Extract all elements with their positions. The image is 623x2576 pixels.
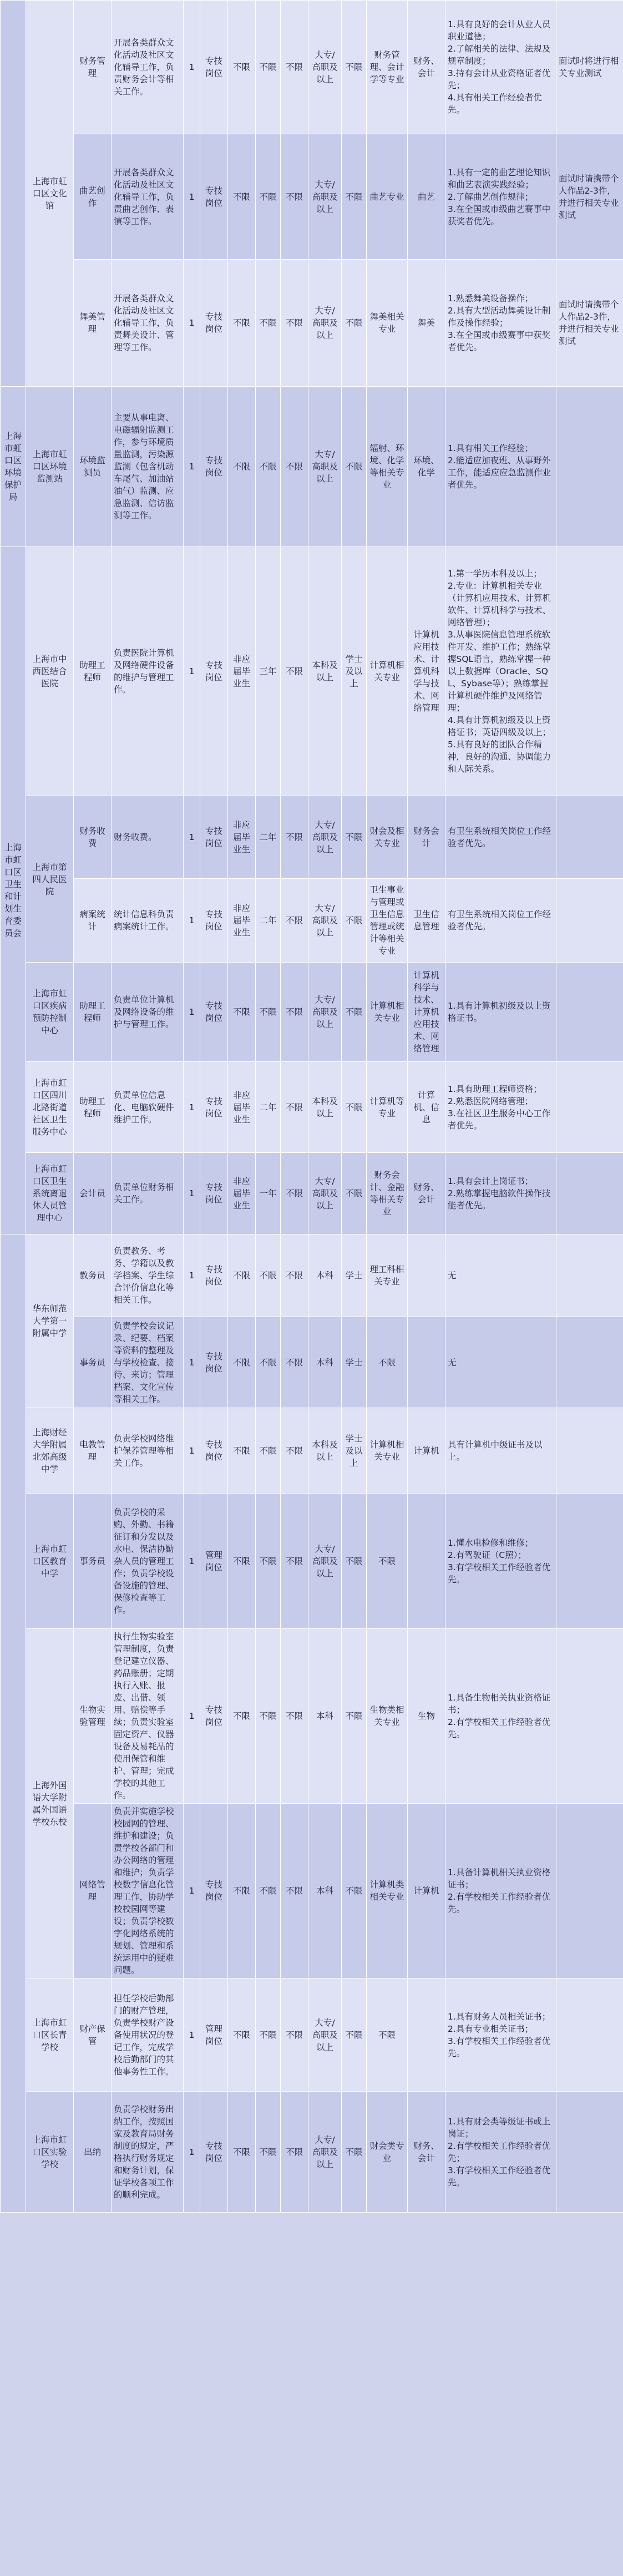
- unit-cell: 上海市虹口区卫生系统离退休人员管理中心: [26, 1153, 74, 1234]
- position-cell: 财产保管: [74, 1978, 112, 2092]
- graduate-restrict-cell: 不限: [228, 1408, 256, 1494]
- note-cell: 面试时请携带个人作品2-3件，并进行相关专业测试: [556, 134, 623, 260]
- department-cell: 上海市虹口区卫生和计划生育委员会: [1, 547, 26, 1234]
- graduate-restrict-cell: 不限: [228, 134, 256, 260]
- major-detail-cell: [408, 1317, 445, 1408]
- unit-cell: 上海市虹口区实验学校: [26, 2092, 74, 2213]
- note-cell: [556, 2092, 623, 2213]
- post-type-cell: 专技岗位: [200, 796, 228, 879]
- unit-cell: 上海市虹口区长青学校: [26, 1978, 74, 2092]
- work-years-cell: 不限: [256, 1234, 281, 1317]
- graduate-restrict-cell: 不限: [228, 1494, 256, 1629]
- major-detail-cell: 计算机科学与技术、计算机应用技术、网络管理: [408, 963, 445, 1062]
- note-cell: [556, 1153, 623, 1234]
- work-years-cell: 不限: [256, 1804, 281, 1978]
- education-cell: 本科及以上: [308, 1408, 342, 1494]
- table-row: [1, 1062, 623, 1153]
- requirements-cell: 1.具有助理工程师资格； 2.熟悉医院网络管理； 3.在社区卫生服务中心工作者优先。: [445, 1062, 556, 1153]
- duty-cell: 负责学校会议记录、纪要、档案等资料的整理及与学校检查、接待、来访；管理档案、文化宣传等相关工作。: [112, 1317, 184, 1408]
- major-cell: 不限: [367, 1978, 408, 2092]
- table-row: [1, 387, 623, 547]
- social-cell: 不限: [281, 1234, 308, 1317]
- position-cell: 网络管理: [74, 1804, 112, 1978]
- work-years-cell: 不限: [256, 387, 281, 547]
- education-cell: 大专/高职及以上: [308, 1978, 342, 2092]
- major-cell: 财务会计、金融等相关专业: [367, 1153, 408, 1234]
- table-row: [1, 796, 623, 879]
- duty-cell: 负责单位计算机及网络设备的维护与管理工作。: [112, 963, 184, 1062]
- major-cell: 计算机类相关专业: [367, 1804, 408, 1978]
- count-cell: 1: [184, 1317, 200, 1408]
- count-cell: 1: [184, 2092, 200, 2213]
- post-type-cell: 专技岗位: [200, 1629, 228, 1804]
- table-row: [1, 1, 623, 134]
- social-cell: 不限: [281, 796, 308, 879]
- post-type-cell: 专技岗位: [200, 1317, 228, 1408]
- requirements-cell: 有卫生系统相关岗位工作经验者优先。: [445, 796, 556, 879]
- work-years-cell: 不限: [256, 134, 281, 260]
- count-cell: 1: [184, 1062, 200, 1153]
- graduate-restrict-cell: 不限: [228, 1804, 256, 1978]
- position-cell: 出纳: [74, 2092, 112, 2213]
- major-cell: 卫生事业与管理或卫生信息管理或统计等相关专业: [367, 879, 408, 963]
- social-cell: 不限: [281, 1804, 308, 1978]
- position-cell: 会计员: [74, 1153, 112, 1234]
- count-cell: 1: [184, 1153, 200, 1234]
- unit-cell: 上海市中西医结合医院: [26, 547, 74, 796]
- duty-cell: 担任学校后勤部门的财产管理，负责学校财产设备使用状况的登记工作，完成学校后勤部门的其他事务性工作。: [112, 1978, 184, 2092]
- position-cell: 生物实验管理: [74, 1629, 112, 1804]
- graduate-restrict-cell: 不限: [228, 1, 256, 134]
- note-cell: [556, 963, 623, 1062]
- social-cell: 不限: [281, 1, 308, 134]
- position-cell: 舞美管理: [74, 260, 112, 387]
- social-cell: 不限: [281, 260, 308, 387]
- note-cell: 面试时请携带个人作品2-3件，并进行相关专业测试: [556, 260, 623, 387]
- note-cell: [556, 1234, 623, 1317]
- unit-cell: 上海市虹口区环境监测站: [26, 387, 74, 547]
- major-detail-cell: 财务、会计: [408, 1153, 445, 1234]
- unit-cell: 华东师范大学第一附属中学: [26, 1234, 74, 1408]
- social-cell: 不限: [281, 387, 308, 547]
- graduate-restrict-cell: 不限: [228, 260, 256, 387]
- major-detail-cell: [408, 1494, 445, 1629]
- position-cell: 电教管理: [74, 1408, 112, 1494]
- unit-cell: 上海市虹口区疾病预防控制中心: [26, 963, 74, 1062]
- major-cell: 舞美相关专业: [367, 260, 408, 387]
- work-years-cell: 不限: [256, 1408, 281, 1494]
- graduate-restrict-cell: 非应届毕业生: [228, 796, 256, 879]
- duty-cell: 主要从事电离、电磁辐射监测工作，参与环境质量监测，污染源监测（包含机动车尾气、加油站油气）监测、应急监测、信访监测等工作。: [112, 387, 184, 547]
- table-row: [1, 1978, 623, 2092]
- work-years-cell: 不限: [256, 1317, 281, 1408]
- count-cell: 1: [184, 1494, 200, 1629]
- major-cell: 理工科相关专业: [367, 1234, 408, 1317]
- education-cell: 大专/高职及以上: [308, 2092, 342, 2213]
- note-cell: [556, 1804, 623, 1978]
- post-type-cell: 专技岗位: [200, 1, 228, 134]
- degree-cell: 不限: [342, 134, 367, 260]
- requirements-cell: 1.具有会计上岗证书； 2.熟练掌握电脑软件操作技能者优先。: [445, 1153, 556, 1234]
- note-cell: [556, 1978, 623, 2092]
- note-cell: [556, 547, 623, 796]
- degree-cell: 不限: [342, 2092, 367, 2213]
- duty-cell: 负责教务、考务、学籍以及教学档案、学生综合评价信息化等相关工作。: [112, 1234, 184, 1317]
- degree-cell: 不限: [342, 879, 367, 963]
- table-row: [1, 547, 623, 796]
- education-cell: 本科: [308, 1629, 342, 1804]
- duty-cell: 财务收费。: [112, 796, 184, 879]
- major-cell: 不限: [367, 1494, 408, 1629]
- table-row: [1, 2092, 623, 2213]
- count-cell: 1: [184, 134, 200, 260]
- table-row: [1, 134, 623, 260]
- social-cell: 不限: [281, 963, 308, 1062]
- education-cell: 本科及以上: [308, 547, 342, 796]
- social-cell: 不限: [281, 879, 308, 963]
- social-cell: 不限: [281, 2092, 308, 2213]
- education-cell: 本科及以上: [308, 1062, 342, 1153]
- major-detail-cell: 计算机应用技术、计算机科学与技术、网络管理: [408, 547, 445, 796]
- table-row: [1, 879, 623, 963]
- post-type-cell: 专技岗位: [200, 547, 228, 796]
- education-cell: 大专/高职及以上: [308, 260, 342, 387]
- table-row: [1, 1234, 623, 1317]
- duty-cell: 负责单位信息化、电脑软硬件维护工作。: [112, 1062, 184, 1153]
- post-type-cell: 专技岗位: [200, 260, 228, 387]
- major-cell: 计算机相关专业: [367, 1408, 408, 1494]
- degree-cell: 学士及以上: [342, 547, 367, 796]
- degree-cell: 不限: [342, 963, 367, 1062]
- social-cell: 不限: [281, 1317, 308, 1408]
- requirements-cell: 1.具有一定的曲艺理论知识和曲艺表演实践经验； 2.了解曲艺创作规律； 3.在全国或市级曲艺赛事中获奖者优先。: [445, 134, 556, 260]
- degree-cell: 学士及以上: [342, 1408, 367, 1494]
- graduate-restrict-cell: 不限: [228, 1317, 256, 1408]
- requirements-cell: 1.具有财务人员相关证书； 2.具有专业相关证书； 3.有学校相关工作经验者优先。: [445, 1978, 556, 2092]
- requirements-cell: 1.具有计算机初级及以上资格证书。: [445, 963, 556, 1062]
- requirements-cell: 1.具有良好的会计从业人员职业道德； 2.了解相关的法律、法规及规章制度； 3.持有会计从业资格证者优先； 4.具有相关工作经验者优先。: [445, 1, 556, 134]
- major-cell: 不限: [367, 1317, 408, 1408]
- position-cell: 助理工程师: [74, 1062, 112, 1153]
- duty-cell: 负责单位财务相关工作。: [112, 1153, 184, 1234]
- work-years-cell: 不限: [256, 1629, 281, 1804]
- major-detail-cell: 舞美: [408, 260, 445, 387]
- graduate-restrict-cell: 非应届毕业生: [228, 547, 256, 796]
- education-cell: 本科: [308, 1317, 342, 1408]
- department-cell: [1, 1234, 26, 2213]
- degree-cell: 不限: [342, 796, 367, 879]
- count-cell: 1: [184, 963, 200, 1062]
- major-cell: 财会类专业: [367, 2092, 408, 2213]
- social-cell: 不限: [281, 134, 308, 260]
- major-detail-cell: 计算机: [408, 1804, 445, 1978]
- position-cell: 教务员: [74, 1234, 112, 1317]
- post-type-cell: 管理岗位: [200, 1978, 228, 2092]
- note-cell: [556, 1629, 623, 1804]
- note-cell: [556, 1494, 623, 1629]
- duty-cell: 负责学校的采购、外勤、书籍征订和分发以及水电、保洁协勤杂人员的管理工作；负责学校设备设施的管理、保修检查等工作。: [112, 1494, 184, 1629]
- count-cell: 1: [184, 796, 200, 879]
- major-detail-cell: 卫生信息管理: [408, 879, 445, 963]
- duty-cell: 负责学校财务出纳工作，按照国家及教育局财务制度的规定，严格执行财务规定和财务计划，保证学校各项工作的顺利完成。: [112, 2092, 184, 2213]
- position-cell: 财务管理: [74, 1, 112, 134]
- social-cell: 不限: [281, 1629, 308, 1804]
- table-row: [1, 260, 623, 387]
- major-detail-cell: 财务会计: [408, 796, 445, 879]
- requirements-cell: 1.具备生物相关执业资格证书； 2.有学校相关工作经验者优先。: [445, 1629, 556, 1804]
- degree-cell: 不限: [342, 260, 367, 387]
- major-detail-cell: 环境、化学: [408, 387, 445, 547]
- requirements-cell: 1.具有相关工作经验； 2.能适应加夜班、从事野外工作，能适应应急监测作业者优先。: [445, 387, 556, 547]
- major-cell: 财务管理、会计学等专业: [367, 1, 408, 134]
- requirements-cell: 1.具备计算机相关执业资格证书； 2.有学校相关工作经验者优先。: [445, 1804, 556, 1978]
- degree-cell: 学士: [342, 1317, 367, 1408]
- education-cell: 本科: [308, 1234, 342, 1317]
- work-years-cell: 一年: [256, 1153, 281, 1234]
- count-cell: 1: [184, 1978, 200, 2092]
- major-detail-cell: [408, 1978, 445, 2092]
- major-cell: 生物类相关专业: [367, 1629, 408, 1804]
- count-cell: 1: [184, 547, 200, 796]
- position-cell: 助理工程师: [74, 547, 112, 796]
- graduate-restrict-cell: 非应届毕业生: [228, 1153, 256, 1234]
- table-row: [1, 1317, 623, 1408]
- duty-cell: 统计信息科负责病案统计工作。: [112, 879, 184, 963]
- post-type-cell: 专技岗位: [200, 1408, 228, 1494]
- unit-cell: 上海市虹口区教育中学: [26, 1494, 74, 1629]
- requirements-cell: 无: [445, 1234, 556, 1317]
- position-cell: 事务员: [74, 1494, 112, 1629]
- degree-cell: 不限: [342, 1153, 367, 1234]
- requirements-cell: 无: [445, 1317, 556, 1408]
- work-years-cell: 不限: [256, 1494, 281, 1629]
- major-detail-cell: 生物: [408, 1629, 445, 1804]
- major-cell: 计算机相关专业: [367, 547, 408, 796]
- graduate-restrict-cell: 不限: [228, 2092, 256, 2213]
- note-cell: [556, 796, 623, 879]
- table-row: [1, 1494, 623, 1629]
- note-cell: [556, 1317, 623, 1408]
- post-type-cell: 专技岗位: [200, 134, 228, 260]
- education-cell: 本科: [308, 1804, 342, 1978]
- post-type-cell: 专技岗位: [200, 2092, 228, 2213]
- major-cell: 财会及相关专业: [367, 796, 408, 879]
- requirements-cell: 有卫生系统相关岗位工作经验者优先。: [445, 879, 556, 963]
- position-cell: 曲艺创作: [74, 134, 112, 260]
- post-type-cell: 专技岗位: [200, 1804, 228, 1978]
- note-cell: [556, 879, 623, 963]
- major-detail-cell: [408, 1234, 445, 1317]
- major-cell: 辐射、环境、化学等相关专业: [367, 387, 408, 547]
- unit-cell: 上海市第四人民医院: [26, 796, 74, 963]
- education-cell: 大专/高职及以上: [308, 796, 342, 879]
- education-cell: 大专/高职及以上: [308, 879, 342, 963]
- requirements-cell: 1.熟悉舞美设备操作； 2.具有大型活动舞美设计制作及操作经验； 3.在全国或市级赛事中获奖者优先。: [445, 260, 556, 387]
- post-type-cell: 专技岗位: [200, 1062, 228, 1153]
- note-cell: [556, 387, 623, 547]
- major-detail-cell: 财务、会计: [408, 1, 445, 134]
- post-type-cell: 管理岗位: [200, 1494, 228, 1629]
- duty-cell: 负责并实施学校校园网的管理、维护和建设；负责学校各部门和办公网络的管理和维护；负责学校数字信息化管理工作，协助学校校园网等建设；负责学校数字化网络系统的规划、管理和系统运用中的疑难问题。: [112, 1804, 184, 1978]
- major-detail-cell: 计算机、信息: [408, 1062, 445, 1153]
- count-cell: 1: [184, 260, 200, 387]
- work-years-cell: 不限: [256, 963, 281, 1062]
- degree-cell: 不限: [342, 1062, 367, 1153]
- duty-cell: 负责医院计算机及网络硬件设备的维护与管理工作。: [112, 547, 184, 796]
- degree-cell: 不限: [342, 387, 367, 547]
- count-cell: 1: [184, 1, 200, 134]
- major-cell: 计算机等专业: [367, 1062, 408, 1153]
- major-cell: 计算机相关专业: [367, 963, 408, 1062]
- education-cell: 大专/高职及以上: [308, 387, 342, 547]
- post-type-cell: 专技岗位: [200, 963, 228, 1062]
- count-cell: 1: [184, 1408, 200, 1494]
- note-cell: [556, 1062, 623, 1153]
- post-type-cell: 专技岗位: [200, 1234, 228, 1317]
- degree-cell: 不限: [342, 1629, 367, 1804]
- work-years-cell: 二年: [256, 796, 281, 879]
- table-row: [1, 1153, 623, 1234]
- degree-cell: 不限: [342, 1494, 367, 1629]
- position-cell: 事务员: [74, 1317, 112, 1408]
- graduate-restrict-cell: 非应届毕业生: [228, 1062, 256, 1153]
- table-row: [1, 1408, 623, 1494]
- degree-cell: 不限: [342, 1978, 367, 2092]
- count-cell: 1: [184, 1804, 200, 1978]
- position-cell: 环境监测员: [74, 387, 112, 547]
- duty-cell: 负责学校网络维护保养管理等相关工作。: [112, 1408, 184, 1494]
- work-years-cell: 不限: [256, 1978, 281, 2092]
- education-cell: 大专/高职及以上: [308, 1494, 342, 1629]
- requirements-cell: 1.第一学历本科及以上； 2.专业：计算机相关专业（计算机应用技术、计算机软件、计算机科学与技术、网络管理）； 3.从事医院信息管理系统软件开发、维护工作；熟练掌握SQL语言，熟练掌握一种以上数据库（Oracle、SQL、Sybase等）；熟练掌握计算机硬件维护及网络管理； 4.具有计算机初级及以上资格证书；英语四级及以上； 5.具有良好的团队合作精神，良好的沟通、协调能力和人际关系。: [445, 547, 556, 796]
- table-row: [1, 1804, 623, 1978]
- requirements-cell: 1.懂水电检修和维修； 2.有驾驶证（C照）； 3.有学校相关工作经验者优先。: [445, 1494, 556, 1629]
- social-cell: 不限: [281, 1494, 308, 1629]
- degree-cell: 不限: [342, 1804, 367, 1978]
- department-cell: 上海市虹口区环境保护局: [1, 387, 26, 547]
- unit-cell: 上海市虹口区文化馆: [26, 1, 74, 387]
- duty-cell: 开展各类群众文化活动及社区文化辅导工作，负责财务会计等相关工作。: [112, 1, 184, 134]
- graduate-restrict-cell: 非应届毕业生: [228, 879, 256, 963]
- note-cell: [556, 1408, 623, 1494]
- work-years-cell: 二年: [256, 879, 281, 963]
- social-cell: 不限: [281, 547, 308, 796]
- table-row: [1, 1629, 623, 1804]
- unit-cell: 上海财经大学附属北郊高级中学: [26, 1408, 74, 1494]
- work-years-cell: 二年: [256, 1062, 281, 1153]
- major-detail-cell: 计算机: [408, 1408, 445, 1494]
- education-cell: 大专/高职及以上: [308, 963, 342, 1062]
- count-cell: 1: [184, 879, 200, 963]
- major-cell: 曲艺专业: [367, 134, 408, 260]
- major-detail-cell: 曲艺: [408, 134, 445, 260]
- graduate-restrict-cell: 不限: [228, 1978, 256, 2092]
- position-cell: 病案统计: [74, 879, 112, 963]
- unit-cell: 上海市虹口区四川北路街道社区卫生服务中心: [26, 1062, 74, 1153]
- work-years-cell: 不限: [256, 1, 281, 134]
- graduate-restrict-cell: 不限: [228, 963, 256, 1062]
- post-type-cell: 专技岗位: [200, 879, 228, 963]
- social-cell: 不限: [281, 1062, 308, 1153]
- duty-cell: 开展各类群众文化活动及社区文化辅导工作，负责舞美设计、管理等工作。: [112, 260, 184, 387]
- major-detail-cell: 财务、会计: [408, 2092, 445, 2213]
- education-cell: 大专/高职及以上: [308, 1153, 342, 1234]
- count-cell: 1: [184, 1234, 200, 1317]
- duty-cell: 开展各类群众文化活动及社区文化辅导工作，负责曲艺创作、表演等工作。: [112, 134, 184, 260]
- social-cell: 不限: [281, 1978, 308, 2092]
- work-years-cell: 不限: [256, 260, 281, 387]
- count-cell: 1: [184, 387, 200, 547]
- degree-cell: 不限: [342, 1, 367, 134]
- note-cell: 面试时将进行相关专业测试: [556, 1, 623, 134]
- social-cell: 不限: [281, 1408, 308, 1494]
- department-cell: [1, 1, 26, 387]
- requirements-cell: 具有计算机中级证书及以上。: [445, 1408, 556, 1494]
- work-years-cell: 三年: [256, 547, 281, 796]
- duty-cell: 执行生物实验室管理制度，负责登记建立仪器、药品账册；定期执行入账、报废、出借、领用、赔偿等手续；负责实验室固定资产、仪器设备及易耗品的使用保管和维护、管理；完成学校的其他工作。: [112, 1629, 184, 1804]
- graduate-restrict-cell: 不限: [228, 387, 256, 547]
- degree-cell: 学士: [342, 1234, 367, 1317]
- work-years-cell: 不限: [256, 2092, 281, 2213]
- position-cell: 财务收费: [74, 796, 112, 879]
- table-row: [1, 963, 623, 1062]
- social-cell: 不限: [281, 1153, 308, 1234]
- post-type-cell: 专技岗位: [200, 1153, 228, 1234]
- education-cell: 大专/高职及以上: [308, 1, 342, 134]
- post-type-cell: 专技岗位: [200, 387, 228, 547]
- graduate-restrict-cell: 不限: [228, 1234, 256, 1317]
- unit-cell: 上海外国语大学附属外国语学校东校: [26, 1629, 74, 1978]
- education-cell: 大专/高职及以上: [308, 134, 342, 260]
- position-cell: 助理工程师: [74, 963, 112, 1062]
- count-cell: 1: [184, 1629, 200, 1804]
- graduate-restrict-cell: 不限: [228, 1629, 256, 1804]
- requirements-cell: 1.具有财会类等级证书或上岗证； 2.有学校相关工作经验者优先； 3.有学校相关工作经验者优先。: [445, 2092, 556, 2213]
